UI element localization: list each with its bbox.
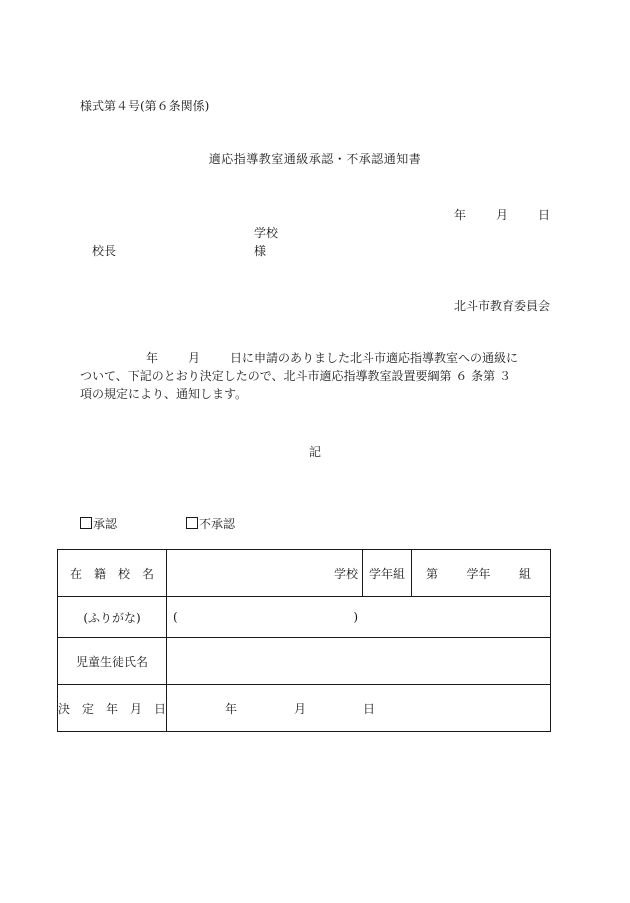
- ki-heading: 記: [308, 445, 321, 459]
- reject-option[interactable]: [186, 515, 235, 532]
- body-line-2: ついて、下記のとおり決定したので、北斗市適応指導教室設置要綱第 ６ 条第 ３: [80, 369, 511, 383]
- approve-checkbox[interactable]: [80, 517, 92, 529]
- addressee-school-label: 学校: [254, 226, 279, 240]
- body-month-label: 月: [188, 351, 201, 365]
- table-row-school: [58, 550, 551, 597]
- table-row-furigana: [58, 597, 551, 638]
- sender-name: 北斗市教育委員会: [453, 299, 550, 313]
- furigana-label: (ふりがな): [58, 597, 167, 638]
- grade-class-field[interactable]: [412, 550, 551, 597]
- body-line-3: 項の規定により、通知します。: [80, 387, 248, 401]
- approve-option[interactable]: [80, 515, 117, 532]
- details-table: [57, 549, 551, 732]
- furigana-open-paren: (: [173, 610, 178, 624]
- body-line-1: [80, 349, 552, 367]
- decision-year-label: 年: [225, 701, 238, 716]
- student-name-label: 児童生徒氏名: [58, 638, 167, 685]
- table-row-student-name: [58, 638, 551, 685]
- issue-year-label: 年: [453, 208, 466, 222]
- decision-date-label: 決 定 年 月 日: [58, 685, 167, 732]
- issue-month-label: 月: [495, 208, 508, 222]
- table-row-decision-date: [58, 685, 551, 732]
- grade-dai: 第: [426, 566, 439, 581]
- form-number: 様式第４号(第６条関係): [80, 99, 210, 113]
- furigana-field[interactable]: [167, 597, 551, 638]
- grade-kumi: 組: [518, 566, 531, 581]
- body-line-1-text: 日に申請のありました北斗市適応指導教室への通級に: [230, 351, 519, 365]
- student-name-field[interactable]: [167, 638, 551, 685]
- issue-day-label: 日: [537, 208, 550, 222]
- document-title: 適応指導教室通級承認・不承認通知書: [208, 152, 422, 166]
- issue-date-line: [454, 206, 550, 223]
- addressee-honorific: 様: [254, 244, 267, 258]
- decision-month-label: 月: [293, 701, 306, 716]
- notification-body: [80, 349, 552, 403]
- decision-date-field[interactable]: [167, 685, 551, 732]
- furigana-close-paren: ): [353, 610, 358, 624]
- grade-class-label: 学年組: [363, 550, 412, 597]
- addressee-principal-label: 校長: [92, 244, 117, 258]
- school-name-label: 在 籍 校 名: [58, 550, 167, 597]
- reject-label: 不承認: [199, 517, 236, 531]
- body-year-label: 年: [146, 351, 159, 365]
- school-name-field[interactable]: [167, 550, 363, 597]
- grade-gakunen: 学年: [466, 566, 491, 581]
- school-suffix: 学校: [333, 566, 358, 581]
- decision-day-label: 日: [362, 701, 375, 716]
- approve-label: 承認: [93, 517, 118, 531]
- reject-checkbox[interactable]: [186, 517, 198, 529]
